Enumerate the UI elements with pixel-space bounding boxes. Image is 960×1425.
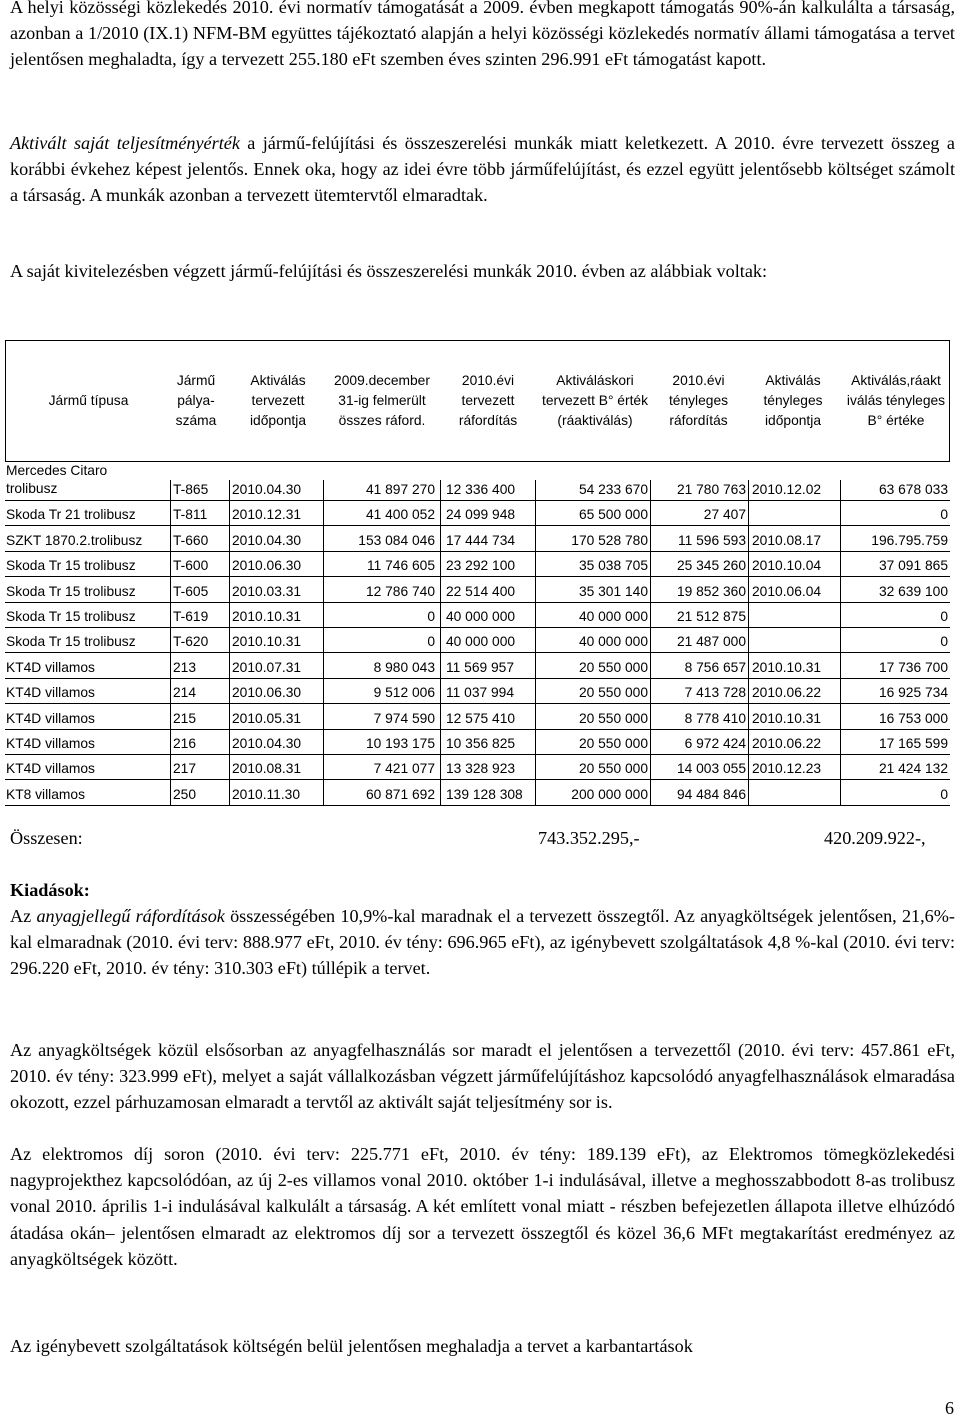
planned-date-cell: 2010.05.31: [232, 710, 302, 726]
actual-value-cell: 0: [940, 634, 948, 650]
planned-date-cell: 2010.04.30: [232, 735, 302, 751]
planned-2010-cell: 10 356 825: [446, 735, 516, 751]
actual-date-cell: 2010.06.22: [752, 685, 822, 701]
table-row: [5, 652, 950, 678]
table-row: [5, 500, 950, 526]
planned-2010-cell: 24 099 948: [446, 507, 516, 523]
costs-2009-cell: 7 974 590: [373, 710, 435, 726]
planned-date-cell: 2010.12.31: [232, 507, 302, 523]
table-row: [5, 602, 950, 628]
planned-date-cell: 2010.04.30: [232, 532, 302, 548]
actual-2010-cell: 21 512 875: [676, 608, 746, 624]
table-row: [5, 551, 950, 577]
planned-value-cell: 20 550 000: [578, 761, 648, 777]
header-2009-costs: 2009.december 31-ig felmerült összes ráford.: [334, 373, 430, 428]
header-2010-planned: 2010.évi tervezett ráfordítás: [458, 373, 518, 428]
header-planned-date: Aktiválás tervezett időpontja: [249, 373, 306, 428]
planned-date-cell: 2010.04.30: [232, 482, 302, 497]
vehicle-number-cell: 250: [173, 786, 197, 802]
table-row: [5, 462, 950, 501]
planned-value-cell: 20 550 000: [578, 735, 648, 751]
actual-date-cell: 2010.06.04: [752, 583, 822, 599]
planned-date-cell: 2010.06.30: [232, 558, 302, 574]
actual-2010-cell: 21 780 763: [676, 482, 746, 497]
costs-2009-cell: 7 421 077: [373, 761, 435, 777]
planned-value-cell: 170 528 780: [571, 532, 648, 548]
actual-value-cell: 196.795.759: [871, 532, 948, 548]
vehicle-type-cell: Skoda Tr 15 trolibusz: [6, 558, 136, 574]
actual-value-cell: 37 091 865: [878, 558, 948, 574]
planned-2010-cell: 22 514 400: [446, 583, 516, 599]
kiadasok-p4: Az igénybevett szolgáltatások költségén belül jelentősen meghaladja a tervet a karbantartások: [10, 1336, 693, 1356]
planned-value-cell: 40 000 000: [578, 634, 648, 650]
vehicle-number-cell: T-865: [173, 482, 209, 497]
planned-2010-cell: 11 037 994: [446, 685, 515, 701]
table-row: [5, 754, 950, 780]
planned-2010-cell: 17 444 734: [446, 532, 516, 548]
planned-value-cell: 65 500 000: [578, 507, 648, 523]
actual-value-cell: 17 165 599: [878, 735, 948, 751]
planned-2010-cell: 12 336 400: [446, 482, 516, 497]
aktivalt-paragraph: [10, 130, 955, 209]
planned-2010-cell: 40 000 000: [446, 634, 516, 650]
planned-date-cell: 2010.10.31: [232, 634, 302, 650]
table-row: [5, 525, 950, 551]
actual-value-cell: 21 424 132: [878, 761, 948, 777]
actual-value-cell: 63 678 033: [878, 482, 948, 497]
vehicle-number-cell: T-605: [173, 583, 209, 599]
actual-value-cell: 0: [940, 507, 948, 523]
planned-value-cell: 20 550 000: [578, 685, 648, 701]
kiadasok-heading: Kiadások:: [10, 880, 90, 900]
actual-2010-cell: 94 484 846: [676, 786, 746, 802]
actual-2010-cell: 8 756 657: [684, 659, 746, 675]
planned-2010-cell: 40 000 000: [446, 608, 516, 624]
kiadasok-p2: Az anyagköltségek közül elsősorban az anyagfelhasználás sor maradt el jelentősen a tervezettől (2010. évi terv: 457.861 eFt, 2010. év tény: 323.999 eFt), melyet a saját vállalkozásban végzett járműfelújításhoz kapcsolódó anyagfelhasználások elmaradása okozott, ezzel párhuzamosan elmaradt a tervtől az aktivált saját teljesítmény sor is.: [10, 1040, 955, 1113]
total-label: Összesen:: [10, 828, 83, 848]
vehicle-type-cell: Skoda Tr 15 trolibusz: [6, 634, 136, 650]
planned-2010-cell: 12 575 410: [446, 710, 516, 726]
actual-date-cell: 2010.12.02: [752, 482, 822, 497]
costs-2009-cell: 153 084 046: [358, 532, 435, 548]
table-row: [5, 627, 950, 653]
aktivalt-italic: Aktivált saját teljesítményérték: [10, 133, 240, 153]
vehicle-number-cell: T-660: [173, 532, 209, 548]
vehicle-number-cell: 216: [173, 735, 197, 751]
actual-date-cell: 2010.10.31: [752, 710, 822, 726]
planned-2010-cell: 11 569 957: [446, 659, 515, 675]
table-row: [5, 779, 950, 805]
costs-2009-cell: 10 193 175: [365, 735, 435, 751]
actual-2010-cell: 19 852 360: [676, 583, 746, 599]
vehicle-type-cell: KT4D villamos: [6, 735, 95, 751]
actual-date-cell: 2010.08.17: [752, 532, 822, 548]
vehicle-type-cell: KT4D villamos: [6, 659, 95, 675]
table-row: [5, 703, 950, 729]
header-actual-date: Aktiválás tényleges időpontja: [763, 373, 823, 428]
actual-value-cell: 0: [940, 608, 948, 624]
vehicle-type-cell: Skoda Tr 21 trolibusz: [6, 507, 136, 523]
intro-paragraph: A helyi közösségi közlekedés 2010. évi normatív támogatását a 2009. évben megkapott támogatás 90%-án kalkulálta a társaság, azonban a 1/2010 (IX.1) NFM-BM együttes tájékoztató alapján a helyi közösségi közlekedés normatív állami támogatása a tervet jelentősen meghaladta, így a tervezett 255.180 eFt szemben éves szinten 296.991 eFt támogatást kapott.: [10, 0, 955, 70]
actual-value-cell: 0: [940, 786, 948, 802]
actual-value-cell: 16 925 734: [878, 685, 948, 701]
actual-2010-cell: 25 345 260: [676, 558, 746, 574]
actual-2010-cell: 7 413 728: [684, 685, 746, 701]
p1-lead: Az: [10, 906, 37, 926]
header-number: Jármű pálya- száma: [175, 373, 217, 428]
planned-value-cell: 20 550 000: [578, 659, 648, 675]
planned-date-cell: 2010.10.31: [232, 608, 302, 624]
actual-value-cell: 16 753 000: [878, 710, 948, 726]
vehicle-number-cell: T-600: [173, 558, 209, 574]
planned-date-cell: 2010.06.30: [232, 685, 302, 701]
actual-date-cell: 2010.06.22: [752, 735, 822, 751]
costs-2009-cell: 41 400 052: [365, 507, 435, 523]
actual-2010-cell: 27 407: [703, 507, 746, 523]
kiadasok-p3: Az elektromos díj soron (2010. évi terv: 225.771 eFt, 2010. év tény: 189.139 eFt), az Elektromos tömegközlekedési nagyprojekthez kapcsolódóan, az új 2-es villamos vonal 2010. október 1-i indulásával, illetve a meghosszabbodott 8-as trolibusz vonal 2010. április 1-i indulásával kalkulált a társaság. A két említett vonal miatt - részben befejezetlen állapota illetve elhúzódó átadása okán– jelentősen elmaradt az elektromos díj sor a tervezett összegtől és közel 36,6 MFt megtakarítást eredményez az anyagköltségek között.: [10, 1144, 955, 1269]
vehicle-type-cell: Mercedes Citaro trolibusz: [6, 463, 108, 496]
kiadasok-p1: [10, 903, 955, 982]
planned-2010-cell: 139 128 308: [446, 786, 523, 802]
vehicle-type-cell: KT8 villamos: [6, 786, 85, 802]
costs-2009-cell: 12 786 740: [365, 583, 435, 599]
costs-2009-cell: 0: [427, 634, 435, 650]
vehicle-type-cell: Skoda Tr 15 trolibusz: [6, 608, 136, 624]
actual-value-cell: 32 639 100: [878, 583, 948, 599]
vehicle-number-cell: T-619: [173, 608, 209, 624]
planned-2010-cell: 13 328 923: [446, 761, 516, 777]
actual-date-cell: 2010.12.23: [752, 761, 822, 777]
vehicle-number-cell: 215: [173, 710, 197, 726]
vehicle-number-cell: T-811: [173, 507, 208, 523]
planned-value-cell: 200 000 000: [571, 786, 648, 802]
header-type: Jármű típusa: [48, 393, 129, 408]
costs-2009-cell: 0: [427, 608, 435, 624]
table-row: [5, 678, 950, 704]
total-actual: 420.209.922-,: [824, 828, 926, 848]
actual-value-cell: 17 736 700: [878, 659, 948, 675]
actual-2010-cell: 21 487 000: [676, 634, 746, 650]
sajat-paragraph: A saját kivitelezésben végzett jármű-felújítási és összeszerelési munkák 2010. évben az alábbiak voltak:: [10, 261, 768, 281]
costs-2009-cell: 41 897 270: [365, 482, 435, 497]
table-row: [5, 729, 950, 755]
actual-2010-cell: 8 778 410: [684, 710, 746, 726]
vehicle-type-cell: KT4D villamos: [6, 761, 95, 777]
planned-date-cell: 2010.11.30: [232, 786, 301, 802]
table-header: [5, 340, 950, 462]
planned-value-cell: 54 233 670: [578, 482, 648, 497]
vehicle-type-cell: KT4D villamos: [6, 685, 95, 701]
page-number: 6: [945, 1398, 954, 1418]
planned-2010-cell: 23 292 100: [446, 558, 516, 574]
actual-date-cell: 2010.10.04: [752, 558, 822, 574]
header-planned-value: Aktiváláskori tervezett B° érték (ráaktiválás): [542, 373, 648, 428]
planned-value-cell: 35 038 705: [578, 558, 648, 574]
vehicle-number-cell: T-620: [173, 634, 209, 650]
planned-value-cell: 40 000 000: [578, 608, 648, 624]
header-actual-value: Aktiválás,ráakt iválás tényleges B° értéke: [846, 373, 946, 428]
vehicle-type-cell: Skoda Tr 15 trolibusz: [6, 583, 136, 599]
vehicle-type-cell: KT4D villamos: [6, 710, 95, 726]
costs-2009-cell: 9 512 006: [373, 685, 435, 701]
planned-date-cell: 2010.03.31: [232, 583, 302, 599]
planned-date-cell: 2010.08.31: [232, 761, 302, 777]
vehicle-number-cell: 214: [173, 685, 197, 701]
aktivalt-text: a jármű-felújítási és összeszerelési munkák miatt keletkezett. A 2010. évre tervezett összeg a korábbi évkehez képest jelentős. Ennek oka, hogy az idei évre több járműfelújítást, és ezzel együtt jelentősebb költséget számolt a társaság. A munkák azonban a tervezett ütemtervtől elmaradtak.: [10, 133, 955, 206]
p1-italic: anyagjellegű ráfordítások: [36, 906, 225, 926]
planned-value-cell: 20 550 000: [578, 710, 648, 726]
costs-2009-cell: 8 980 043: [373, 659, 435, 675]
vehicle-number-cell: 217: [173, 761, 197, 777]
actual-2010-cell: 14 003 055: [676, 761, 746, 777]
planned-value-cell: 35 301 140: [578, 583, 648, 599]
total-planned: 743.352.295,-: [538, 828, 640, 848]
vehicle-number-cell: 213: [173, 659, 197, 675]
p1-rest: összességében 10,9%-kal maradnak el a tervezett összegtől. Az anyagköltségek jelentősen, 21,6%-kal elmaradnak (2010. évi terv: 888.977 eFt, 2010. év tény: 696.965 eFt), az igénybevett szolgáltatások 4,8 %-kal (2010. évi terv: 296.220 eFt, 2010. év tény: 310.303 eFt) túllépik a tervet.: [10, 906, 955, 979]
header-2010-actual: 2010.évi tényleges ráfordítás: [668, 373, 729, 428]
actual-date-cell: 2010.10.31: [752, 659, 822, 675]
planned-date-cell: 2010.07.31: [232, 659, 302, 675]
vehicle-type-cell: SZKT 1870.2.trolibusz: [6, 532, 143, 548]
costs-2009-cell: 60 871 692: [365, 786, 435, 802]
actual-2010-cell: 6 972 424: [684, 735, 746, 751]
costs-2009-cell: 11 746 605: [366, 558, 435, 574]
actual-2010-cell: 11 596 593: [677, 532, 746, 548]
table-row: [5, 576, 950, 602]
